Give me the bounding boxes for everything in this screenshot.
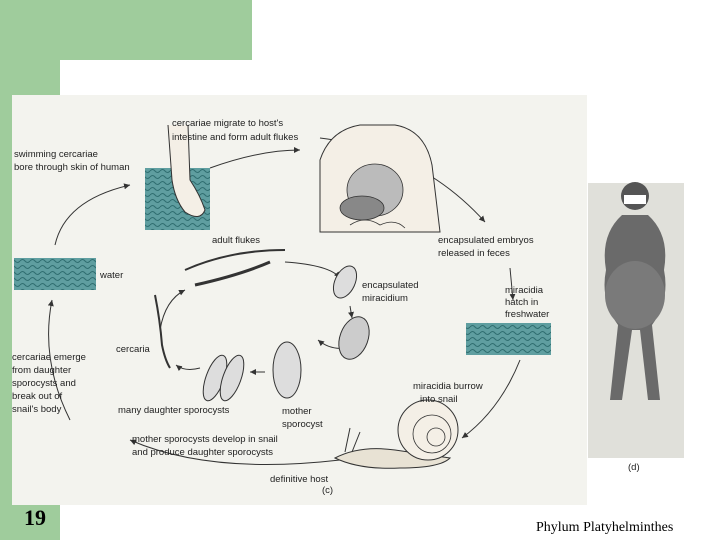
label-encapsulated-embryos-2: released in feces — [438, 248, 510, 259]
label-panel-c: (c) — [322, 485, 334, 496]
label-swimming-cercariae-1: swimming cercariae — [14, 149, 98, 160]
arrow-skin-to-host — [210, 150, 300, 168]
arrow-water-to-snail — [462, 360, 520, 438]
person-silhouette — [605, 182, 666, 400]
label-mother-sporocyst-2: sporocyst — [282, 419, 323, 430]
label-cercariae-migrate-2: intestine and form adult flukes — [172, 132, 299, 143]
slide-number: 19 — [24, 505, 46, 530]
label-miracidia-burrow-2: into snail — [420, 394, 458, 405]
label-definitive-host: definitive host — [270, 474, 329, 485]
label-cercariae-emerge-3: sporocysts and — [12, 378, 76, 389]
arrow-flukes-to-miracidium — [285, 262, 340, 278]
mother-sporocyst-illustration — [273, 342, 301, 398]
arrow-cercaria-to-flukes — [160, 290, 185, 330]
label-swimming-cercariae-2: bore through skin of human — [14, 162, 130, 173]
right-water-panel — [466, 323, 551, 355]
arrow-to-skin — [55, 185, 130, 245]
left-water-panel — [14, 258, 96, 290]
label-daughter-sporocysts: many daughter sporocysts — [118, 405, 230, 416]
label-cercariae-emerge-4: break out of — [12, 391, 63, 402]
label-panel-d: (d) — [628, 462, 640, 473]
miracidium-illustration — [333, 313, 374, 364]
label-mother-sporocyst-1: mother — [282, 406, 312, 417]
label-water: water — [100, 270, 124, 281]
human-torso-illustration — [320, 125, 440, 232]
label-mother-develop-2: and produce daughter sporocysts — [132, 447, 274, 458]
arrow-to-cercaria — [176, 365, 200, 369]
label-encapsulated-miracidium-2: miracidium — [362, 293, 408, 304]
encapsulated-miracidium-egg — [329, 262, 361, 301]
label-miracidia-hatch-3: freshwater — [505, 309, 550, 320]
label-cercariae-emerge-2: from daughter — [12, 365, 72, 376]
label-encapsulated-miracidium-1: encapsulated — [362, 280, 419, 291]
arrow-miracidium-hatch — [350, 306, 352, 318]
label-mother-develop-1: mother sporocysts develop in snail — [132, 434, 278, 445]
label-adult-flukes: adult flukes — [212, 235, 261, 246]
footer-title: Phylum Platyhelminthes — [536, 520, 674, 535]
daughter-sporocysts-illustration — [198, 352, 248, 403]
snail-illustration — [335, 400, 458, 468]
label-cercariae-emerge-5: snail's body — [12, 404, 62, 415]
label-cercariae-migrate-1: cercariae migrate to host's — [172, 118, 284, 129]
label-cercaria: cercaria — [116, 344, 150, 355]
label-miracidia-hatch-1: miracidia — [505, 285, 544, 296]
label-miracidia-hatch-2: hatch in — [505, 297, 539, 308]
adult-flukes-illustration — [185, 250, 285, 285]
label-cercariae-emerge-1: cercariae emerge — [12, 352, 86, 363]
label-encapsulated-embryos-1: encapsulated embryos — [438, 235, 534, 246]
label-miracidia-burrow-1: miracidia burrow — [413, 381, 483, 392]
